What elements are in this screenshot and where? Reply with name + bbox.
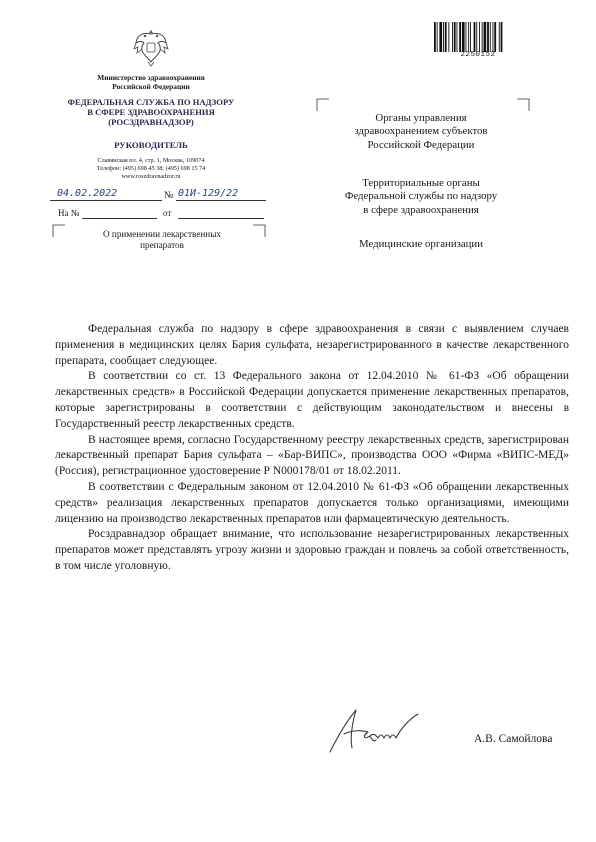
subject-line: препаратов	[140, 240, 184, 250]
body-paragraph: В соответствии с Федеральным законом от 12.04.2010 № 61-ФЗ «Об обращении лекарственных средств» реализация лекарственных препаратов допускается только организациями, имеющими лицензию на производство лекарственных препаратов или фармацевтическую деятельность.	[55, 480, 569, 525]
letter-subject	[62, 229, 262, 251]
recipient-line: Органы управления	[375, 112, 467, 124]
body-paragraph: Федеральная служба по надзору в сфере здравоохранения в связи с выявлением случаев применения в медицинских целях Бария сульфата, незарегистрированного в качестве лекарственного препарата, сообщает следующее.	[55, 323, 569, 367]
ministry-line: Министерство здравоохранения	[97, 73, 205, 82]
recipient-brackets	[316, 98, 530, 112]
subject-line: О применении лекарственных	[102, 229, 221, 239]
reference-number-label: На №	[58, 208, 80, 218]
recipient-line: Федеральной службы по надзору	[344, 190, 498, 203]
head-title: РУКОВОДИТЕЛЬ	[114, 140, 188, 150]
barcode	[433, 22, 523, 52]
address-line: www.roszdravnadzor.ru	[121, 172, 181, 180]
recipient-line: Российской Федерации	[367, 138, 475, 151]
agency-line: В СФЕРЕ ЗДРАВООХРАНЕНИЯ	[87, 107, 215, 118]
recipient-block	[316, 238, 526, 251]
date-underline	[50, 200, 162, 201]
letter-body	[55, 322, 569, 575]
number-label: №	[164, 190, 174, 201]
recipient-line: Медицинские организации	[359, 238, 483, 250]
barcode-number: 2250152	[460, 51, 496, 59]
ministry-line: Российской Федерации	[112, 81, 190, 91]
agency-line: ФЕДЕРАЛЬНАЯ СЛУЖБА ПО НАДЗОРУ	[67, 97, 235, 107]
body-paragraph: В соответствии со ст. 13 Федерального закона от 12.04.2010 № 61-ФЗ «Об обращении лекарственных средств» в Российской Федерации допускается применение лекарственных препаратов, которые зарегистрированы в соответствии с действующим законодательством и внесены в Государственный реестр лекарственных средств.	[55, 370, 569, 430]
ministry-name	[40, 74, 262, 91]
recipient-line: здравоохранением субъектов	[354, 125, 488, 138]
agency-address	[40, 157, 262, 180]
body-paragraph: Росздравнадзор обращает внимание, что использование незарегистрированных лекарственных препаратов может представлять угрозу жизни и здоровью граждан и повлечь за собой ответственность, в том числе уголовную.	[55, 528, 569, 572]
agency-name	[40, 97, 262, 128]
handwritten-signature	[322, 700, 437, 760]
registration-date: 04.02.2022	[57, 188, 118, 199]
reference-number-underline	[82, 218, 157, 219]
coat-of-arms-emblem	[133, 27, 169, 67]
body-paragraph: В настоящее время, согласно Государственному реестру лекарственных средств, зарегистрирован лекарственный препарат Бария сульфата – «Бар-ВИПС», производства ООО «Фирма «ВИПС-МЕД» (Россия), регистрационное удостоверение Р N000178/01 от 18.02.2011.	[55, 433, 569, 478]
recipient-block	[316, 177, 526, 217]
recipient-line: Территориальные органы	[362, 177, 480, 189]
recipient-block	[316, 112, 526, 152]
number-underline	[176, 200, 266, 201]
agency-line: (РОСЗДРАВНАДЗОР)	[108, 117, 194, 128]
recipient-line: в сфере здравоохранения	[363, 203, 479, 216]
address-line: Славянская пл. 4, стр. 1, Москва, 109074	[97, 157, 205, 164]
reference-date-underline	[178, 218, 264, 219]
signatory-name: А.В. Самойлова	[474, 733, 553, 745]
reference-from-label: от	[163, 208, 172, 218]
address-line: Телефон: (495) 698 45 38; (495) 698 15 74	[96, 164, 206, 172]
registration-number: 01И-129/22	[178, 188, 239, 199]
